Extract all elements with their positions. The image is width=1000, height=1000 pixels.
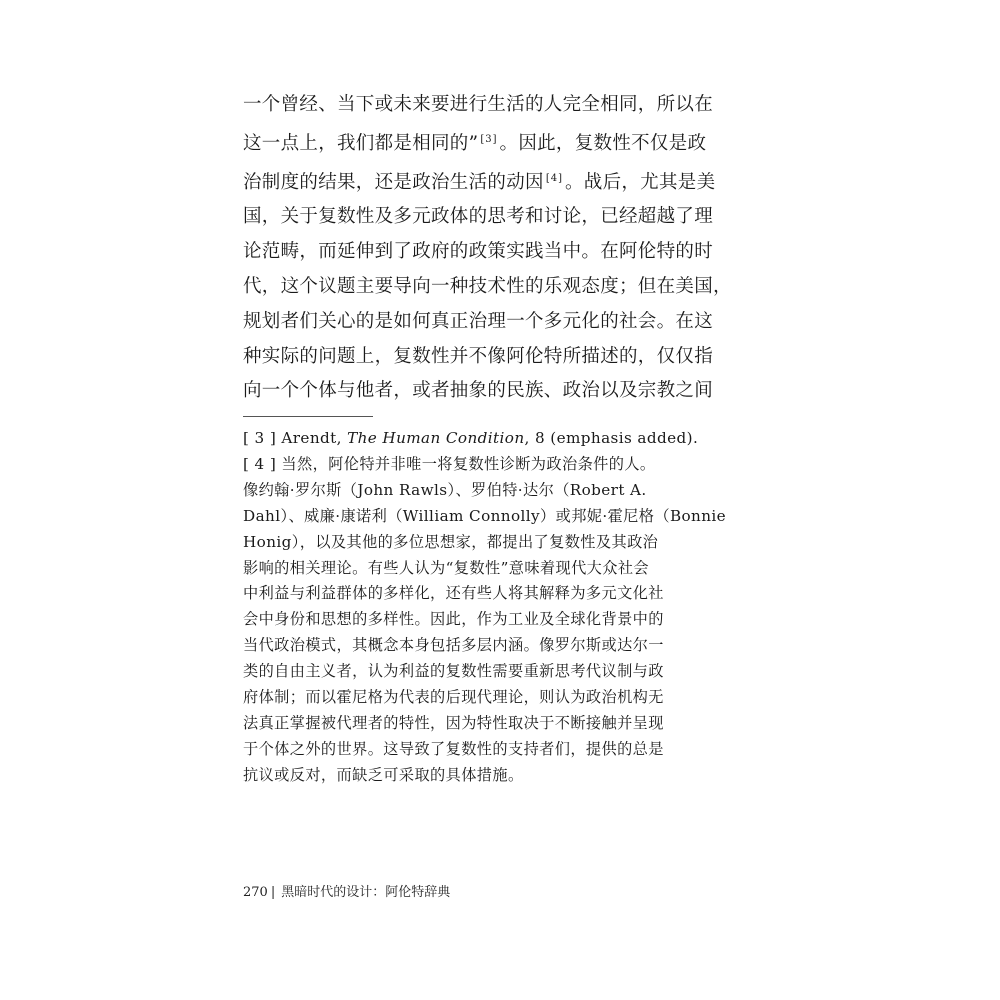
body-line: 种实际的问题上，复数性并不像阿伦特所描述的，仅仅指 — [243, 345, 714, 367]
body-text — [243, 88, 732, 409]
footnote-3-author: Arendt, — [281, 429, 342, 447]
footnote-4-line: 抗议或反对，而缺乏可采取的具体措施。 — [243, 765, 524, 784]
footnote-4-text: 当然，阿伦特并非唯一将复数性诊断为政治条件的人。 — [281, 454, 656, 473]
footnote-4-line — [243, 452, 673, 478]
footnote-divider — [243, 416, 373, 417]
body-line — [243, 162, 716, 201]
footnote-4-line: 类的自由主义者，认为利益的复数性需要重新思考代议制与政 — [243, 662, 664, 681]
footnote-4-mark: [ 4 ] — [243, 454, 277, 473]
footnote-4-line: 法真正掌握被代理者的特性，因为特性取决于不断接触并呈现 — [243, 713, 664, 732]
footnote-3-rest: , 8 (emphasis added). — [524, 429, 699, 447]
body-line-text: 。战后，尤其是美 — [564, 171, 716, 193]
body-line-text: 。因此，复数性不仅是政 — [499, 132, 707, 154]
body-line: 规划者们关心的是如何真正治理一个多元化的社会。在这 — [243, 310, 714, 332]
footnote-4-line: 中利益与利益群体的多样化，还有些人将其解释为多元文化社 — [243, 584, 664, 603]
footnote-4-line: 府体制；而以霍尼格为代表的后现代理论，则认为政治机构无 — [243, 688, 664, 707]
body-line: 代，这个议题主要导向一种技术性的乐观态度；但在美国， — [243, 275, 732, 297]
page-number: 270 — [243, 885, 268, 900]
body-line: 一个曾经、当下或未来要进行生活的人完全相同，所以在 — [243, 94, 714, 115]
footnote-ref-3: [3] — [480, 133, 498, 145]
footnote-3-title: The Human Condition — [347, 429, 525, 447]
body-line: 论范畴，而延伸到了政府的政策实践当中。在阿伦特的时 — [243, 241, 714, 263]
footnote-4-line: 会中身份和思想的多样性。因此，作为工业及全球化背景中的 — [243, 610, 664, 629]
body-line: 向一个个体与他者，或者抽象的民族、政治以及宗教之间 — [243, 380, 714, 402]
running-title: 黑暗时代的设计：阿伦特辞典 — [281, 885, 451, 900]
footnote-4-line: Dahl）、威廉·康诺利（William Connolly）或邦妮·霍尼格（Bonnie — [243, 506, 727, 525]
footnote-4-line: Honig），以及其他的多位思想家，都提出了复数性及其政治 — [243, 532, 659, 551]
body-line: 国，关于复数性及多元政体的思考和讨论，已经超越了理 — [243, 206, 714, 228]
footnote-ref-4: [4] — [545, 172, 563, 184]
footnote-4-line: 像约翰·罗尔斯（John Rawls）、罗伯特·达尔（Robert A. — [243, 480, 647, 499]
footnotes — [243, 426, 727, 789]
footnote-4-line: 影响的相关理论。有些人认为“复数性”意味着现代大众社会 — [243, 558, 650, 577]
footnote-4-line: 于个体之外的世界。这导致了复数性的支持者们，提供的总是 — [243, 739, 664, 758]
body-line-text: 这一点上，我们都是相同的” — [243, 132, 479, 154]
folio-separator: | — [270, 885, 276, 900]
body-line — [243, 123, 707, 162]
footnote-4-line: 当代政治模式，其概念本身包括多层内涵。像罗尔斯或达尔一 — [243, 636, 664, 655]
page-footer — [243, 884, 450, 902]
footnote-3 — [243, 426, 699, 452]
footnote-3-mark: [ 3 ] — [243, 429, 277, 447]
body-line-text: 治制度的结果，还是政治生活的动因 — [243, 171, 544, 193]
